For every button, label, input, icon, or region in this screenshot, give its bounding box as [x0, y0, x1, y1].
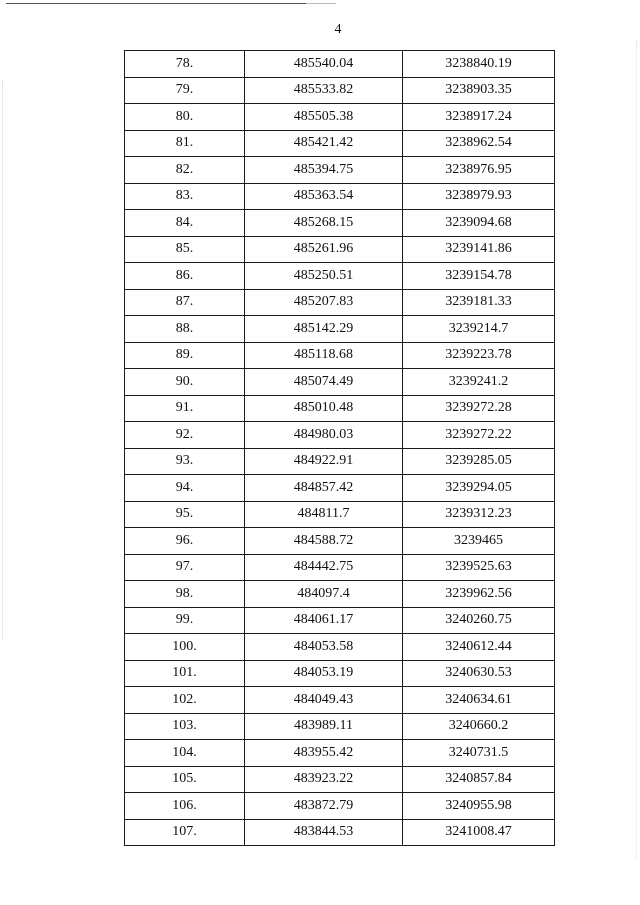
x-coordinate-cell: 485268.15 [245, 210, 403, 237]
x-coordinate-cell: 484053.19 [245, 660, 403, 687]
x-coordinate-cell: 485142.29 [245, 316, 403, 343]
y-coordinate-cell: 3239294.05 [403, 475, 555, 502]
point-number-cell: 93. [125, 448, 245, 475]
point-number-cell: 86. [125, 263, 245, 290]
point-number-cell: 78. [125, 51, 245, 78]
table-row [125, 51, 555, 78]
table-row [125, 713, 555, 740]
x-coordinate-cell: 484922.91 [245, 448, 403, 475]
y-coordinate-cell: 3240260.75 [403, 607, 555, 634]
x-coordinate-cell: 485250.51 [245, 263, 403, 290]
y-coordinate-cell: 3240857.84 [403, 766, 555, 793]
point-number-cell: 92. [125, 422, 245, 449]
y-coordinate-cell: 3239141.86 [403, 236, 555, 263]
x-coordinate-cell: 484053.58 [245, 634, 403, 661]
point-number-cell: 89. [125, 342, 245, 369]
y-coordinate-cell: 3239962.56 [403, 581, 555, 608]
table-row [125, 448, 555, 475]
point-number-cell: 106. [125, 793, 245, 820]
table-row [125, 793, 555, 820]
table-row [125, 316, 555, 343]
x-coordinate-cell: 485010.48 [245, 395, 403, 422]
y-coordinate-cell: 3240731.5 [403, 740, 555, 767]
y-coordinate-cell: 3238917.24 [403, 104, 555, 131]
table-row [125, 104, 555, 131]
table-row [125, 210, 555, 237]
table-row [125, 581, 555, 608]
table-row [125, 660, 555, 687]
point-number-cell: 99. [125, 607, 245, 634]
y-coordinate-cell: 3239272.22 [403, 422, 555, 449]
y-coordinate-cell: 3238962.54 [403, 130, 555, 157]
x-coordinate-cell: 485540.04 [245, 51, 403, 78]
y-coordinate-cell: 3238840.19 [403, 51, 555, 78]
y-coordinate-cell: 3239272.28 [403, 395, 555, 422]
x-coordinate-cell: 485118.68 [245, 342, 403, 369]
table-row [125, 130, 555, 157]
x-coordinate-cell: 483989.11 [245, 713, 403, 740]
y-coordinate-cell: 3240660.2 [403, 713, 555, 740]
table-row [125, 289, 555, 316]
y-coordinate-cell: 3238976.95 [403, 157, 555, 184]
point-number-cell: 88. [125, 316, 245, 343]
point-number-cell: 84. [125, 210, 245, 237]
table-row [125, 528, 555, 555]
y-coordinate-cell: 3240612.44 [403, 634, 555, 661]
point-number-cell: 95. [125, 501, 245, 528]
top-rule-faint [306, 3, 336, 4]
point-number-cell: 100. [125, 634, 245, 661]
x-coordinate-cell: 485394.75 [245, 157, 403, 184]
y-coordinate-cell: 3238979.93 [403, 183, 555, 210]
scan-edge-right [636, 40, 637, 860]
table-row [125, 263, 555, 290]
table-row [125, 819, 555, 846]
table-row [125, 395, 555, 422]
top-rule [6, 3, 306, 4]
point-number-cell: 83. [125, 183, 245, 210]
y-coordinate-cell: 3239465 [403, 528, 555, 555]
y-coordinate-cell: 3240634.61 [403, 687, 555, 714]
point-number-cell: 81. [125, 130, 245, 157]
point-number-cell: 97. [125, 554, 245, 581]
point-number-cell: 79. [125, 77, 245, 104]
y-coordinate-cell: 3240955.98 [403, 793, 555, 820]
y-coordinate-cell: 3239181.33 [403, 289, 555, 316]
scan-edge-left [2, 80, 3, 640]
y-coordinate-cell: 3241008.47 [403, 819, 555, 846]
x-coordinate-cell: 484061.17 [245, 607, 403, 634]
point-number-cell: 105. [125, 766, 245, 793]
table-row [125, 475, 555, 502]
x-coordinate-cell: 484980.03 [245, 422, 403, 449]
table-row [125, 687, 555, 714]
point-number-cell: 104. [125, 740, 245, 767]
x-coordinate-cell: 485207.83 [245, 289, 403, 316]
x-coordinate-cell: 484442.75 [245, 554, 403, 581]
y-coordinate-cell: 3239241.2 [403, 369, 555, 396]
table-row [125, 634, 555, 661]
x-coordinate-cell: 483923.22 [245, 766, 403, 793]
y-coordinate-cell: 3239525.63 [403, 554, 555, 581]
coordinates-table [124, 50, 555, 846]
point-number-cell: 91. [125, 395, 245, 422]
table-row [125, 157, 555, 184]
x-coordinate-cell: 485421.42 [245, 130, 403, 157]
x-coordinate-cell: 485533.82 [245, 77, 403, 104]
table-row [125, 77, 555, 104]
point-number-cell: 87. [125, 289, 245, 316]
x-coordinate-cell: 485261.96 [245, 236, 403, 263]
table-row [125, 766, 555, 793]
x-coordinate-cell: 485505.38 [245, 104, 403, 131]
table-row [125, 554, 555, 581]
page-number: 4 [334, 22, 342, 37]
table-row [125, 607, 555, 634]
y-coordinate-cell: 3239285.05 [403, 448, 555, 475]
coordinates-table-body [125, 51, 555, 846]
y-coordinate-cell: 3239094.68 [403, 210, 555, 237]
x-coordinate-cell: 485363.54 [245, 183, 403, 210]
x-coordinate-cell: 484049.43 [245, 687, 403, 714]
y-coordinate-cell: 3239223.78 [403, 342, 555, 369]
x-coordinate-cell: 484588.72 [245, 528, 403, 555]
point-number-cell: 101. [125, 660, 245, 687]
table-row [125, 236, 555, 263]
table-row [125, 342, 555, 369]
x-coordinate-cell: 483955.42 [245, 740, 403, 767]
point-number-cell: 90. [125, 369, 245, 396]
y-coordinate-cell: 3238903.35 [403, 77, 555, 104]
x-coordinate-cell: 483872.79 [245, 793, 403, 820]
point-number-cell: 103. [125, 713, 245, 740]
table-row [125, 183, 555, 210]
y-coordinate-cell: 3239312.23 [403, 501, 555, 528]
point-number-cell: 107. [125, 819, 245, 846]
y-coordinate-cell: 3239154.78 [403, 263, 555, 290]
point-number-cell: 85. [125, 236, 245, 263]
y-coordinate-cell: 3239214.7 [403, 316, 555, 343]
point-number-cell: 102. [125, 687, 245, 714]
x-coordinate-cell: 485074.49 [245, 369, 403, 396]
point-number-cell: 82. [125, 157, 245, 184]
point-number-cell: 80. [125, 104, 245, 131]
table-row [125, 422, 555, 449]
y-coordinate-cell: 3240630.53 [403, 660, 555, 687]
point-number-cell: 96. [125, 528, 245, 555]
table-row [125, 369, 555, 396]
point-number-cell: 94. [125, 475, 245, 502]
table-row [125, 740, 555, 767]
x-coordinate-cell: 484097.4 [245, 581, 403, 608]
x-coordinate-cell: 483844.53 [245, 819, 403, 846]
point-number-cell: 98. [125, 581, 245, 608]
x-coordinate-cell: 484857.42 [245, 475, 403, 502]
table-row [125, 501, 555, 528]
x-coordinate-cell: 484811.7 [245, 501, 403, 528]
